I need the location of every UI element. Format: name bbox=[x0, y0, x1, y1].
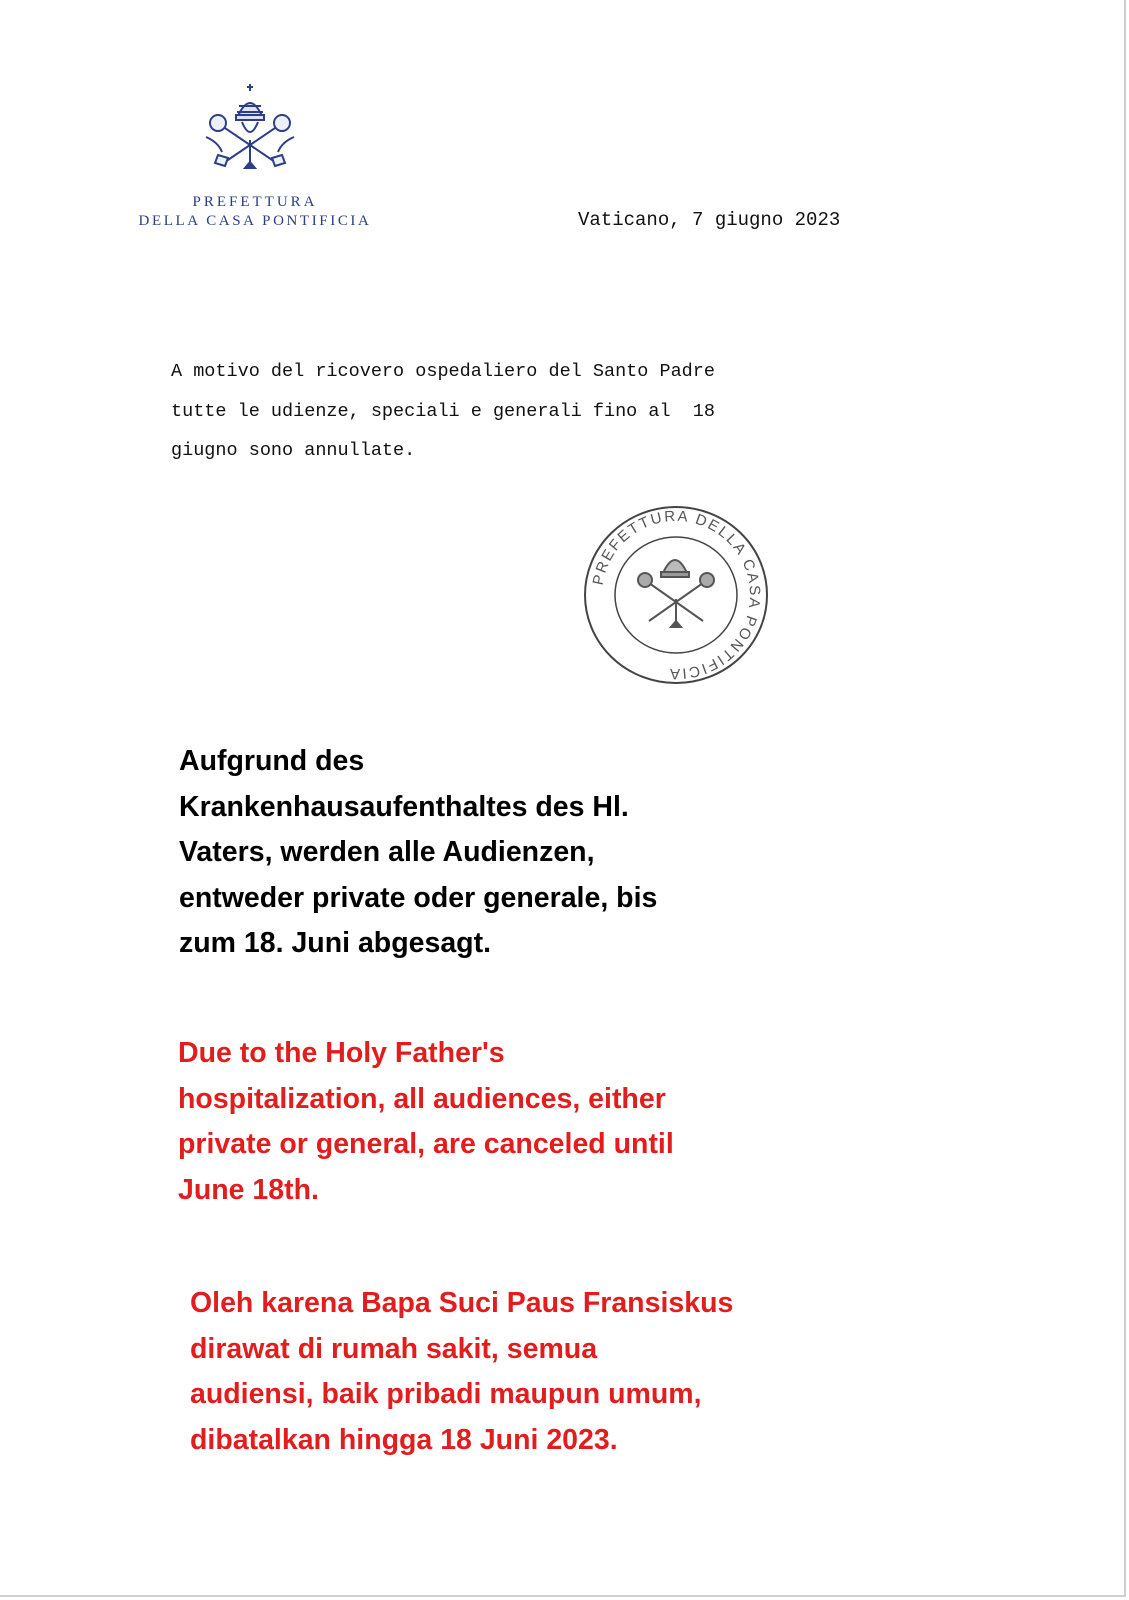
german-translation bbox=[179, 739, 859, 967]
letterhead-line-1: PREFETTURA bbox=[192, 194, 318, 210]
english-line: private or general, are canceled until bbox=[178, 1128, 674, 1160]
german-line: Vaters, werden alle Audienzen, bbox=[179, 836, 595, 868]
indonesian-translation bbox=[190, 1281, 930, 1463]
english-translation bbox=[178, 1031, 878, 1213]
german-line: zum 18. Juni abgesagt. bbox=[179, 927, 491, 959]
italian-line: tutte le udienze, speciali e generali fino al 18 bbox=[171, 400, 715, 422]
indonesian-line: dibatalkan hingga 18 Juni 2023. bbox=[190, 1423, 618, 1456]
german-line: Aufgrund des bbox=[179, 745, 365, 777]
italian-line: A motivo del ricovero ospedaliero del Santo Padre bbox=[171, 361, 715, 382]
english-line: hospitalization, all audiences, either bbox=[178, 1082, 666, 1115]
seal-text: PREFETTURA DELLA CASA PONTIFICIA bbox=[589, 507, 764, 683]
papal-emblem-icon bbox=[198, 82, 303, 174]
german-line: entweder private oder generale, bis bbox=[179, 881, 658, 914]
italian-line: giugno sono annullate. bbox=[171, 440, 416, 461]
english-line: June 18th. bbox=[178, 1173, 319, 1206]
indonesian-line: audiensi, baik pribadi maupun umum, bbox=[190, 1378, 702, 1410]
dateline: Vaticano, 7 giugno 2023 bbox=[578, 209, 841, 231]
german-line: Krankenhausaufenthaltes des Hl. bbox=[179, 790, 629, 823]
official-seal-icon bbox=[581, 503, 771, 687]
letterhead-line-2: DELLA CASA PONTIFICIA bbox=[138, 213, 372, 229]
indonesian-line: dirawat di rumah sakit, semua bbox=[190, 1332, 598, 1365]
indonesian-line: Oleh karena Bapa Suci Paus Fransiskus bbox=[190, 1287, 734, 1319]
letterhead bbox=[90, 193, 420, 231]
italian-notice bbox=[171, 352, 871, 471]
english-line: Due to the Holy Father's bbox=[178, 1037, 505, 1069]
